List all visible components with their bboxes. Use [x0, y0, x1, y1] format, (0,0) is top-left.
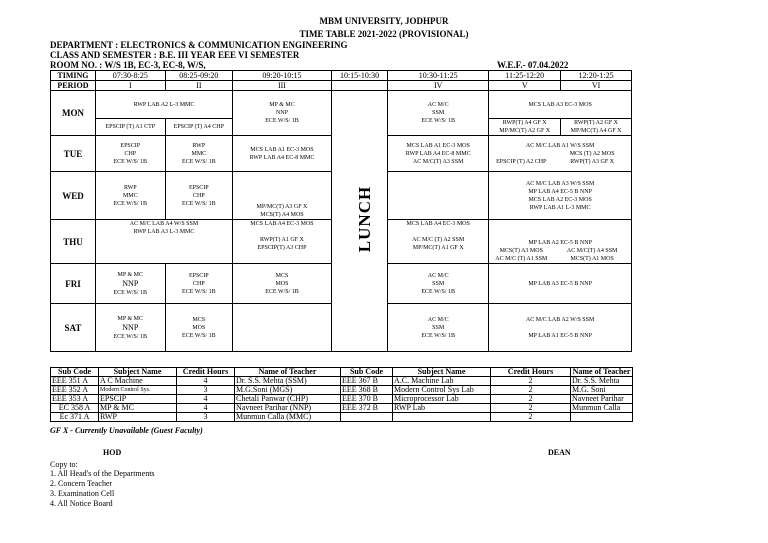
day-tue: TUE: [51, 136, 96, 172]
cell-line: CHP: [192, 280, 205, 287]
cell: MP LAB A3 EC-5 B NNP: [489, 264, 632, 304]
cell-line: AC M/C (T) A1 SSM: [495, 256, 548, 262]
cell-split: [489, 255, 631, 263]
header-cell: Name of Teacher: [235, 368, 341, 377]
cell-split: [489, 247, 631, 255]
table-cell: Modern Control Sys.: [99, 386, 177, 395]
cell-line: MP/MC(T) A2 GF X: [499, 128, 551, 134]
table-cell: 4: [177, 377, 235, 386]
cell-line: AC M/C LAB A4 W/S SSM: [129, 221, 199, 227]
cell-line: RWP(T) A3 GF X: [570, 158, 615, 165]
cell-line: MCS LAB A2 EC-3 MOS: [528, 196, 592, 203]
room-line: ROOM NO. : W/S 1B, EC-3, EC-8, W/S,: [50, 60, 206, 70]
slot-5: 11:25-12:20: [489, 71, 561, 81]
table-cell: Navneet Parihar (NNP): [235, 404, 341, 413]
cell-line: SSM: [432, 110, 445, 116]
cell: [233, 264, 332, 304]
cell-line: MP/MC(T) A3 GF X: [256, 204, 308, 210]
period-label: PERIOD: [51, 81, 96, 91]
cell-line: MCS LAB A1 EC-3 MOS: [406, 142, 470, 149]
day-thu: THU: [51, 220, 96, 264]
cell-line: SSM: [432, 280, 445, 287]
cell-line: MP/MC(T) A4 GF X: [570, 128, 622, 134]
header-cell: Subject Name: [99, 368, 177, 377]
cell-line: CHP: [192, 192, 205, 199]
period-1: I: [95, 81, 165, 91]
cell-line: EPSCIP: [188, 272, 209, 279]
cell-line: AC M/C: [427, 102, 449, 108]
cell-line: MCS(T) A3 MOS: [499, 248, 543, 254]
cell-split: [489, 150, 631, 158]
cell-line: RWP(T) A2 GF X: [574, 120, 618, 126]
cell-line: ECE W/S/ 1B: [113, 289, 148, 296]
cell-line: MMC: [122, 192, 138, 199]
cell: [489, 172, 632, 220]
table-cell: 2: [491, 386, 571, 395]
cell: [95, 220, 232, 264]
table-cell: 2: [491, 395, 571, 404]
dean-signature: DEAN: [548, 448, 571, 457]
cell-line: NNP: [122, 278, 139, 288]
cell-split: [489, 158, 631, 166]
cell: RWP LAB A2 L-3 MMC: [95, 91, 232, 119]
period-4: IV: [388, 81, 489, 91]
cell-line: AC M/C LAB A3 W/S SSM: [525, 180, 595, 187]
cell-line: AC M/C(T) A3 SSM: [412, 158, 464, 165]
table-cell: Munmun Calla (MMC): [235, 413, 341, 422]
cell-line: MCS LAB A4 EC-3 MOS: [406, 221, 470, 227]
table-cell: RWP: [99, 413, 177, 422]
table-cell: Dr. S.S. Mehta: [571, 377, 633, 386]
cell: [388, 136, 489, 172]
table-cell: EEE 370 B: [341, 395, 393, 404]
day-wed: WED: [51, 172, 96, 220]
cell-line: MCS LAB A4 EC-3 MOS: [250, 221, 314, 227]
cell: [233, 172, 332, 220]
table-cell: EEE 351 A: [51, 377, 99, 386]
timetable-grid: [50, 70, 632, 352]
cell: MCS LAB A3 EC-3 MOS: [489, 91, 632, 119]
copy-item: 2. Concern Teacher: [50, 479, 113, 488]
cell-line: ECE W/S/ 1B: [265, 288, 299, 295]
cell: [489, 220, 632, 264]
table-cell: MP & MC: [99, 404, 177, 413]
table-cell: M.G.Soni (MGS): [235, 386, 341, 395]
period-5: V: [489, 81, 561, 91]
header-cell: Credit Hours: [491, 368, 571, 377]
slot-1: 07:30-8:25: [95, 71, 165, 81]
day-sat: SAT: [51, 304, 96, 352]
slot-4: 10:30-11:25: [388, 71, 489, 81]
cell-line: ECE W/S/ 1B: [182, 288, 216, 295]
wef-date: W.E.F.- 07.04.2022: [497, 60, 569, 70]
cell: [95, 264, 165, 304]
table-row: [51, 413, 633, 422]
guest-faculty-note: GF X - Currently Unavailable (Guest Faculty): [50, 426, 203, 435]
cell: [95, 172, 165, 220]
cell: [165, 304, 232, 352]
cell-line: AC M/C(T) A4 SSM: [566, 248, 618, 254]
slot-3: 09:20-10:15: [233, 71, 332, 81]
cell: [165, 264, 232, 304]
table-cell: 4: [177, 404, 235, 413]
cell: [489, 119, 561, 136]
cell: [233, 304, 332, 352]
cell: [388, 304, 489, 352]
cell-line: MCS LAB A1 EC-3 MOS: [250, 146, 314, 153]
table-cell: Munmun Calla: [571, 404, 633, 413]
cell: [233, 220, 332, 264]
table-cell: [571, 413, 633, 422]
cell: [489, 304, 632, 352]
copy-item: 1. All Head's of the Departments: [50, 469, 155, 478]
table-row: [51, 404, 633, 413]
lunch-break: [331, 91, 387, 352]
period-6: VI: [561, 81, 632, 91]
header-cell: Credit Hours: [177, 368, 235, 377]
cell-line: ECE W/S/ 1B: [265, 118, 299, 124]
cell-line: RWP LAB A4 EC-8 MMC: [249, 154, 315, 161]
cell-line: MP LAB A2 EC-5 B NNP: [528, 240, 592, 246]
cell-line: AC M/C LAB A1 W/S SSM: [525, 142, 595, 149]
cell: [388, 220, 489, 264]
table-cell: 2: [491, 404, 571, 413]
cell-line: MMC: [191, 150, 207, 157]
table-cell: 4: [177, 395, 235, 404]
cell-line: MCS(T) A1 MOS: [570, 256, 614, 262]
cell-line: ECE W/S/ 1B: [421, 332, 455, 339]
lunch-label: LUNCH: [355, 185, 375, 253]
header-cell: Sub Code: [341, 368, 393, 377]
table-row: [51, 377, 633, 386]
cell-line: ECE W/S/ 1B: [113, 158, 148, 165]
cell-line: MP & MC: [269, 102, 295, 108]
cell-line: [489, 324, 631, 332]
cell-line: RWP LAB A1 L-3 MMC: [529, 204, 591, 211]
table-row: [51, 386, 633, 395]
table-cell: Microprocessor Lab: [393, 395, 491, 404]
cell-line: ECE W/S/ 1B: [421, 288, 455, 295]
period-3: III: [233, 81, 332, 91]
cell: EPSCIP (T) A1 CTP: [95, 119, 165, 136]
cell-line: EPSCIP(T) A3 CHP: [257, 245, 307, 251]
copy-item: 4. All Notice Board: [50, 499, 113, 508]
table-cell: Dr. S.S. Mehta (SSM): [235, 377, 341, 386]
table-cell: 2: [491, 377, 571, 386]
cell: [388, 91, 489, 136]
cell-line: ECE W/S/ 1B: [113, 333, 148, 340]
cell-line: MCS: [192, 316, 206, 323]
table-cell: 3: [177, 413, 235, 422]
cell-line: ECE W/S/ 1B: [182, 158, 216, 165]
cell-line: [388, 228, 488, 236]
cell-line: CHP: [124, 150, 137, 157]
copy-to-label: Copy to:: [50, 460, 78, 469]
cell: [489, 136, 632, 172]
cell: EPSCIP (T) A4 CHP: [165, 119, 232, 136]
cell-line: AC M/C: [427, 316, 449, 323]
table-cell: Modern Control Sys Lab: [393, 386, 491, 395]
cell: [233, 91, 332, 136]
cell: [388, 172, 489, 220]
cell-line: RWP LAB A4 EC-8 MMC: [405, 150, 471, 157]
table-cell: 2: [491, 413, 571, 422]
cell: [165, 136, 232, 172]
slot-6: 12:20-1:25: [561, 71, 632, 81]
table-cell: EPSCIP: [99, 395, 177, 404]
cell: [561, 119, 632, 136]
subjects-table: [50, 367, 633, 422]
cell-line: AC M/C LAB A2 W/S SSM: [525, 316, 595, 323]
university-title: MBM UNIVERSITY, JODHPUR: [319, 16, 449, 26]
header-cell: Subject Name: [393, 368, 491, 377]
cell: [95, 136, 165, 172]
cell-line: AC M/C: [427, 272, 449, 279]
table-cell: A C Machine: [99, 377, 177, 386]
cell-line: MP/MC(T) A1 GF X: [412, 245, 464, 251]
table-cell: A.C. Machine Lab: [393, 377, 491, 386]
cell-line: ECE W/S/ 1B: [113, 200, 148, 207]
table-cell: M.G. Soni: [571, 386, 633, 395]
table-cell: 3: [177, 386, 235, 395]
cell-line: EPSCIP: [188, 184, 209, 191]
department-line: DEPARTMENT : ELECTRONICS & COMMUNICATION ENGINEERING: [50, 40, 348, 50]
cell-line: MCS(T) A4 MOS: [260, 212, 304, 218]
table-cell: EEE 372 B: [341, 404, 393, 413]
cell-line: MCS (T) A2 MOS: [569, 150, 615, 157]
cell-line: [233, 228, 331, 236]
table-cell: Navneet Parihar: [571, 395, 633, 404]
slot-break: 10:15-10:30: [331, 71, 387, 81]
cell-line: NNP: [275, 110, 288, 116]
cell: [388, 264, 489, 304]
cell-line: AC M/C (T) A2 SSM: [412, 237, 465, 243]
cell-line: MP LAB A4 EC-5 B NNP: [528, 188, 592, 195]
cell-line: RWP(T) A4 GF X: [502, 120, 547, 126]
cell-line: MP & MC: [117, 271, 143, 278]
cell-line: RWP(T) A1 GF X: [260, 237, 304, 243]
cell-line: RWP LAB A3 L-3 MMC: [133, 229, 195, 235]
table-cell: Ec 371 A: [51, 413, 99, 422]
cell-line: EPSCIP: [120, 142, 141, 149]
timing-label: TIMING: [51, 71, 96, 81]
hod-signature: HOD: [103, 448, 122, 457]
table-cell: EEE 367 B: [341, 377, 393, 386]
table-cell: EEE 368 B: [341, 386, 393, 395]
day-mon: MON: [51, 91, 96, 136]
cell-line: EPSCIP (T) A2 CHP: [496, 158, 547, 165]
timetable-title: TIME TABLE 2021-2022 (PROVISIONAL): [299, 29, 469, 39]
period-2: II: [165, 81, 232, 91]
day-fri: FRI: [51, 264, 96, 304]
cell-line: RWP: [192, 142, 206, 149]
cell-line: ECE W/S/ 1B: [182, 332, 216, 339]
cell: [165, 172, 232, 220]
table-cell: EEE 352 A: [51, 386, 99, 395]
cell-line: SSM: [432, 324, 445, 331]
cell-line: MP LAB A1 EC-5 B NNP: [528, 332, 592, 339]
cell-line: ECE W/S/ 1B: [182, 200, 216, 207]
period-break: [331, 81, 387, 91]
class-line: CLASS AND SEMESTER : B.E. III YEAR EEE VI SEMESTER: [50, 50, 300, 60]
cell-line: NNP: [122, 322, 139, 332]
cell-line: ECE W/S/ 1B: [421, 118, 455, 124]
cell-line: MP & MC: [117, 315, 143, 322]
cell-line: MOS: [192, 324, 206, 331]
table-cell: EC 358 A: [51, 404, 99, 413]
table-cell: [393, 413, 491, 422]
slot-2: 08:25-09:20: [165, 71, 232, 81]
header-cell: Sub Code: [51, 368, 99, 377]
cell-line: MOS: [275, 280, 289, 287]
cell: [95, 304, 165, 352]
table-cell: EEE 353 A: [51, 395, 99, 404]
cell-line: MCS: [275, 272, 289, 279]
cell-line: [489, 150, 553, 158]
table-row: [51, 395, 633, 404]
header-cell: Name of Teacher: [571, 368, 633, 377]
table-cell: [341, 413, 393, 422]
table-cell: Chetali Panwar (CHP): [235, 395, 341, 404]
table-cell: RWP Lab: [393, 404, 491, 413]
cell: [233, 136, 332, 172]
cell-line: RWP: [123, 184, 137, 191]
copy-item: 3. Examination Cell: [50, 489, 115, 498]
